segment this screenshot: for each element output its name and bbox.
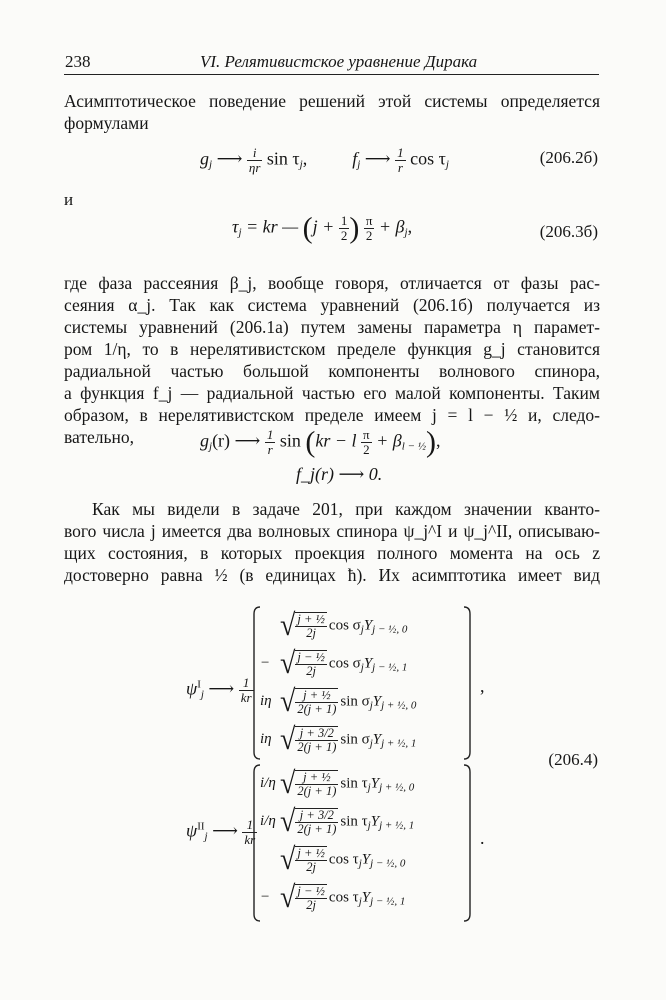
vector-component: iη √ $\frac{\text{j + ½}}{2(j + 1)}$ $\sin \sigma_jY_{j + \frac{1}{2}, 0}$ (260, 684, 417, 719)
vector-component: i/η √ $\frac{\text{j + ½}}{2(j + 1)}$ $\sin \tau_jY_{j + \frac{1}{2}, 0}$ (260, 766, 415, 801)
trailing-comma: , (480, 676, 485, 696)
equation-nonrel-f: f_j(r) ⟶ 0. (296, 464, 383, 484)
vector-component: i/η √ $\frac{j + 3/2}{2(j + 1)}$ $\sin \tau_jY_{j + \frac{1}{2}, 1}$ (260, 804, 415, 839)
header-rule (64, 74, 599, 75)
text-line: Как мы видели в задаче 201, при каждом значении кванто- (92, 499, 600, 519)
right-bracket (462, 764, 472, 922)
vector-component: − √ $\frac{\text{j − ½}}{2j}$ $\cos \tau_jY_{j - \frac{1}{2}, 1}$ (260, 880, 406, 915)
text-line: сеяния α_j. Так как система уравнений (206.1б) получается из (64, 295, 600, 315)
vector-component: √ $\frac{\text{j + ½}}{2j}$ $\cos \tau_jY_{j - \frac{1}{2}, 0}$ (280, 842, 406, 877)
text-line: радиальной частью большой компоненты волнового спинора, (64, 361, 600, 381)
paragraph-phase (64, 272, 600, 448)
text-line: системы уравнений (206.1а) путем замены параметра η парамет- (64, 317, 600, 337)
psi2-lhs: $\psi^{II}_j$ ⟶ $\frac{1}{kr}$ (186, 817, 256, 847)
text-line: ром 1/η, то в нерелятивистском пределе функция g_j становится (64, 339, 600, 359)
text-line: а функция f_j — радиальной частью его малой компоненты. Таким (64, 383, 600, 403)
vector-component: − √ $\frac{\text{j − ½}}{2j}$ $\cos \sigma_jY_{j - \frac{1}{2}, 1}$ (260, 646, 408, 681)
paragraph-spinors (64, 498, 600, 586)
equation-number: (206.2б) (539, 148, 598, 167)
text-line: щих состояния, в которых проекция полного момента на ось z (64, 543, 600, 563)
equation-206-3b: $\tau_j$ = kr — (j + $\frac{1}{2}$ ) $\frac{\pi}{2}$ + $\beta_j$, (232, 211, 413, 245)
page-number: 238 (65, 52, 91, 71)
paragraph-intro (64, 90, 600, 134)
equation-number: (206.4) (548, 750, 598, 769)
text-line: вого числа j имеется два волновых спинора ψ_j^I и ψ_j^II, описываю- (64, 521, 600, 541)
psi1-lhs: $\psi^I_j$ ⟶ $\frac{1}{kr}$ (186, 675, 252, 705)
text-line: где фаза рассеяния β_j, вообще говоря, отличается от фазы рас- (64, 273, 600, 293)
conjunction: и (64, 190, 74, 209)
vector-component: iη √ $\frac{j + 3/2}{2(j + 1)}$ $\sin \sigma_jY_{j + \frac{1}{2}, 1}$ (260, 722, 417, 757)
equation-206-2b: $g_j$ ⟶ $\frac{i}{\eta r}$ $\sin \tau_j$, $f_j$ ⟶ $\frac{1}{r}$ $\cos \tau_j$ (200, 145, 449, 175)
right-bracket (462, 606, 472, 760)
text-line: образом, в нерелятивистском пределе имеем j = l − ½ и, следо- (64, 405, 600, 425)
trailing-period: . (480, 828, 485, 848)
text-line: достоверно равна ½ (в единицах ħ). Их асимптотика имеет вид (64, 565, 600, 585)
text-line: Асимптотическое поведение решений этой системы определяется (64, 91, 600, 111)
equation-nonrel-g: $g_j(r)$ ⟶ $\frac{1}{r}$ sin (kr − l $\frac{\pi}{2}$ + $\beta_{l - \frac{1}{2}}$), (200, 425, 441, 459)
running-title: VI. Релятивистское уравнение Дирака (200, 52, 478, 71)
equation-number: (206.3б) (539, 222, 598, 241)
text-line: формулами (64, 113, 149, 133)
vector-component: √ $\frac{\text{j + ½}}{2j}$ $\cos \sigma_jY_{j - \frac{1}{2}, 0}$ (280, 608, 408, 643)
text-line: вательно, (64, 427, 134, 447)
